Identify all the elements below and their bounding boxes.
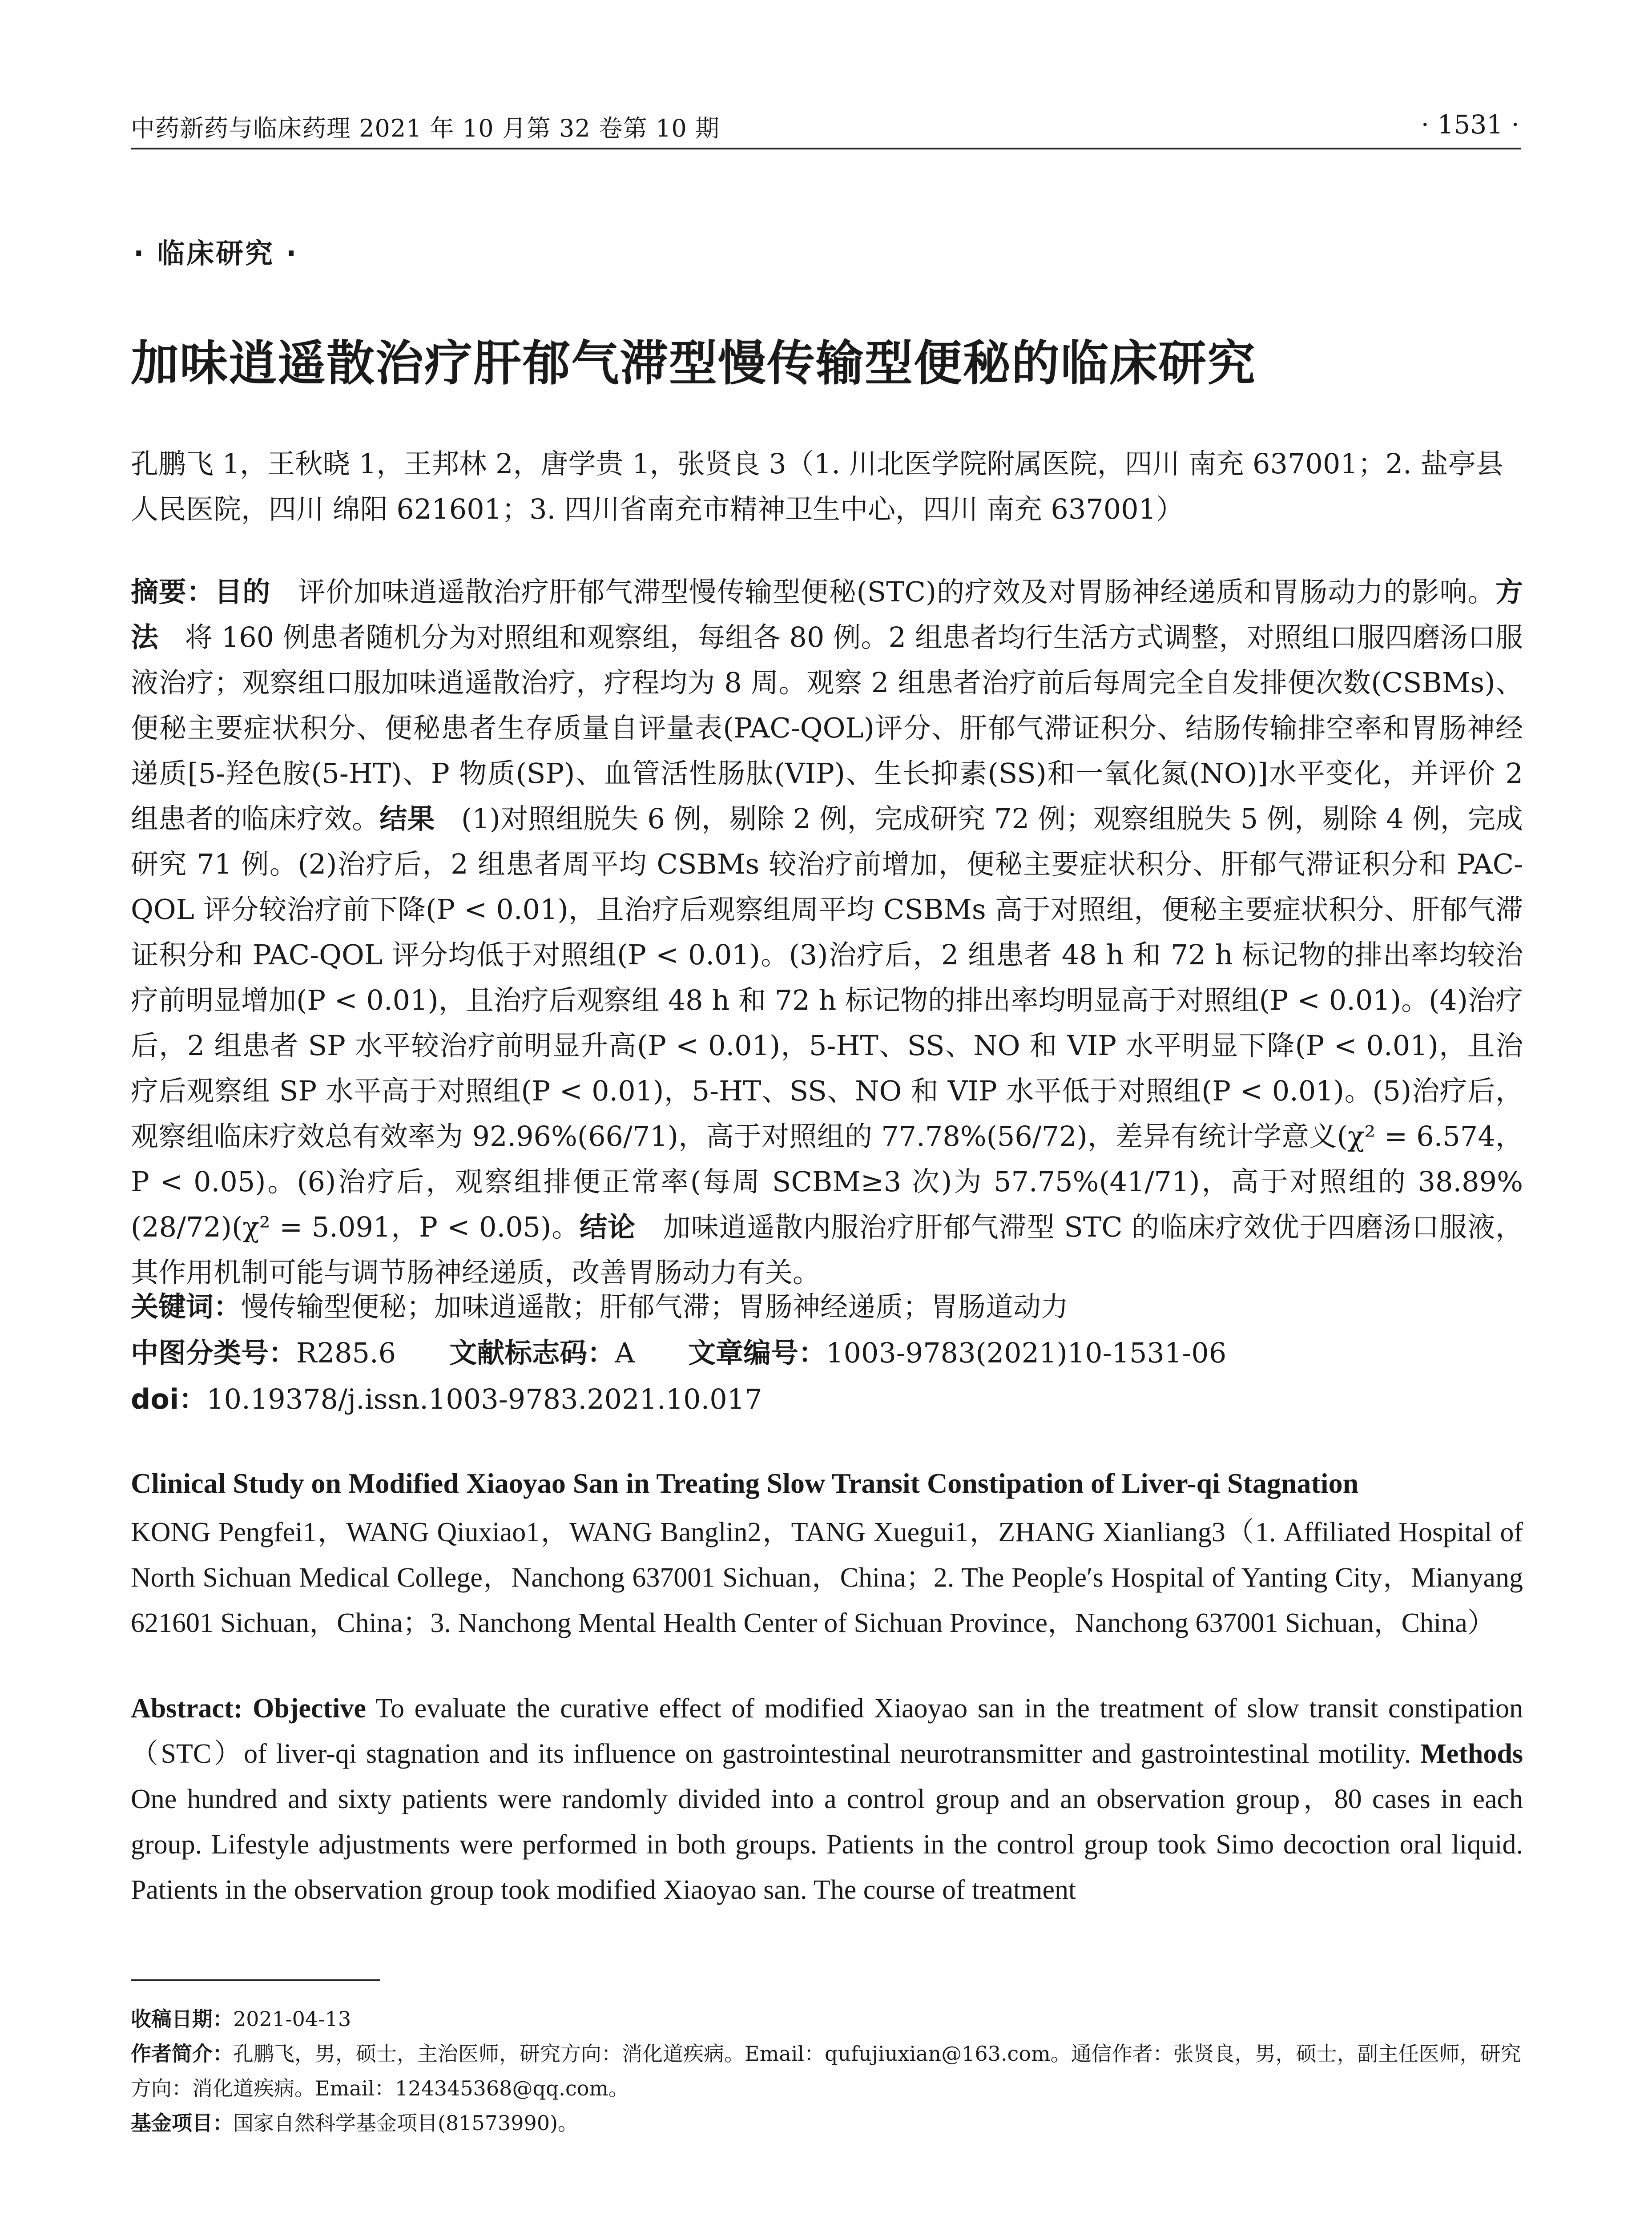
fund-label: 基金项目： (131, 2111, 233, 2135)
classification-line (131, 1331, 1523, 1375)
running-header-page-number: · 1531 · (1421, 109, 1519, 140)
received-value: 2021-04-13 (233, 2007, 351, 2031)
english-abstract (131, 1686, 1523, 1913)
methods-text: 将 160 例患者随机分为对照组和观察组，每组各 80 例。2 组患者均行生活方式调整，对照组口服四磨汤口服液治疗；观察组口服加味逍遥散治疗，疗程均为 8 周。观察 2 组患者治疗前后每周完全自发排便次数(CSBMs)、便秘主要症状积分、便秘患者生存质量自评量表(PAC-QOL)评分、肝郁气滞证积分、结肠传输排空率和胃肠神经递质[5-羟色胺(5-HT)、P 物质(SP)、血管活性肠肽(VIP)、生长抑素(SS)和一氧化氮(NO)]水平变化，并评价 2 组患者的临床疗效。 (131, 621, 1523, 835)
chinese-title: 加味逍遥散治疗肝郁气滞型慢传输型便秘的临床研究 (131, 336, 1257, 391)
keywords-line (131, 1285, 1068, 1329)
fund-text: 国家自然科学基金项目(81573990)。 (233, 2111, 579, 2135)
en-objective-text: To evaluate the curative effect of modified Xiaoyao san in the treatment of slow transit constipation（STC）of liver-qi stagnation and its influence on gastrointestinal neurotransmitter and gastrointestinal motility. (131, 1693, 1523, 1769)
section-label: · 临床研究 · (133, 237, 298, 270)
english-title: Clinical Study on Modified Xiaoyao San in Treating Slow Transit Constipation of Liver-qi Stagnation (131, 1467, 1359, 1499)
footnotes (131, 2002, 1523, 2140)
conclusion-label: 结论 (580, 1211, 636, 1243)
doi-label: doi： (131, 1383, 207, 1415)
header-divider (131, 148, 1521, 149)
methods-label: 方法 (131, 576, 1523, 653)
results-text: (1)对照组脱失 6 例，剔除 2 例，完成研究 72 例；观察组脱失 5 例，剔除 4 例，完成研究 71 例。(2)治疗后，2 组患者周平均 CSBMs 较治疗前增加，便秘主要症状积分、肝郁气滞证积分和 PAC-QOL 评分较治疗前下降(P < 0.01)，且治疗后观察组周平均 CSBMs 高于对照组，便秘主要症状积分、肝郁气滞证积分和 PAC-QOL 评分均低于对照组(P < 0.01)。(3)治疗后，2 组患者 48 h 和 72 h 标记物的排出率均较治疗前明显增加(P < 0.01)，且治疗后观察组 48 h 和 72 h 标记物的排出率均明显高于对照组(P < 0.01)。(4)治疗后，2 组患者 SP 水平较治疗前明显升高(P < 0.01)，5-HT、SS、NO 和 VIP 水平明显下降(P < 0.01)，且治疗后观察组 SP 水平高于对照组(P < 0.01)，5-HT、SS、NO 和 VIP 水平低于对照组(P < 0.01)。(5)治疗后，观察组临床疗效总有效率为 92.96%(66/71)，高于对照组的 77.78%(56/72)，差异有统计学意义(χ² = 6.574，P < 0.05)。(6)治疗后，观察组排便正常率(每周 SCBM≥3 次)为 57.75%(41/71)，高于对照组的 38.89%(28/72)(χ² = 5.091，P < 0.05)。 (131, 802, 1523, 1243)
fund-note (131, 2106, 1523, 2140)
doc-code-label: 文献标志码： (449, 1337, 615, 1369)
chinese-authors: 孔鹏飞 1，王秋晓 1，王邦林 2，唐学贵 1，张贤良 3（1. 川北医学院附属医院，四川 南充 637001；2. 盐亭县人民医院，四川 绵阳 621601；3. 四川省南充市精神卫生中心，四川 南充 637001） (131, 447, 1503, 525)
en-objective-label: Objective (253, 1693, 366, 1724)
results-label: 结果 (379, 802, 435, 835)
author-bio-label: 作者简介： (131, 2042, 233, 2066)
en-methods-label: Methods (1420, 1739, 1523, 1769)
received-date-note (131, 2002, 1523, 2036)
english-authors: KONG Pengfei1，WANG Qiuxiao1，WANG Banglin2，TANG Xuegui1，ZHANG Xianliang3（1. Affiliated Hospital of North Sichuan Medical College，Nanchong 637001 Sichuan，China；2. The People′s Hospital of Yanting City，Mianyang 621601 Sichuan，China；3. Nanchong Mental Health Center of Sichuan Province，Nanchong 637001 Sichuan，China） (131, 1517, 1523, 1638)
keywords-text: 慢传输型便秘；加味逍遥散；肝郁气滞；胃肠神经递质；胃肠道动力 (241, 1290, 1069, 1323)
conclusion-text: 加味逍遥散内服治疗肝郁气滞型 STC 的临床疗效优于四磨汤口服液，其作用机制可能与调节肠神经递质，改善胃肠动力有关。 (131, 1211, 1523, 1289)
article-no-value: 1003-9783(2021)10-1531-06 (826, 1337, 1227, 1369)
clc-label: 中图分类号： (131, 1337, 297, 1369)
footnote-divider (131, 1979, 380, 1981)
doc-code-value: A (615, 1337, 635, 1369)
objective-label: 目的 (214, 576, 271, 608)
en-methods-text: One hundred and sixty patients were randomly divided into a control group and an observation group，80 cases in each group. Lifestyle adjustments were performed in both groups. Patients in the control group took Simo decoction oral liquid. Patients in the observation group took modified Xiaoyao san. The course of treatment (131, 1784, 1523, 1905)
keywords-label: 关键词： (131, 1290, 242, 1323)
author-bio-text: 孔鹏飞，男，硕士，主治医师，研究方向：消化道疾病。Email：qufujiuxian@163.com。通信作者：张贤良，男，硕士，副主任医师，研究方向：消化道疾病。Email：124345368@qq.com。 (131, 2042, 1521, 2100)
doi-link[interactable]: 10.19378/j.issn.1003-9783.2021.10.017 (206, 1383, 762, 1415)
doi-line (131, 1377, 762, 1422)
en-abstract-label: Abstract: (131, 1693, 243, 1724)
received-label: 收稿日期： (131, 2007, 233, 2031)
article-no-label: 文章编号： (688, 1337, 826, 1369)
running-header-journal: 中药新药与临床药理 2021 年 10 月第 32 卷第 10 期 (131, 114, 720, 142)
clc-value: R285.6 (296, 1337, 396, 1369)
author-bio-note (131, 2036, 1523, 2106)
abstract-label: 摘要： (131, 576, 215, 608)
chinese-abstract (131, 569, 1523, 1295)
objective-text: 评价加味逍遥散治疗肝郁气滞型慢传输型便秘(STC)的疗效及对胃肠神经递质和胃肠动力的影响。 (298, 576, 1495, 608)
